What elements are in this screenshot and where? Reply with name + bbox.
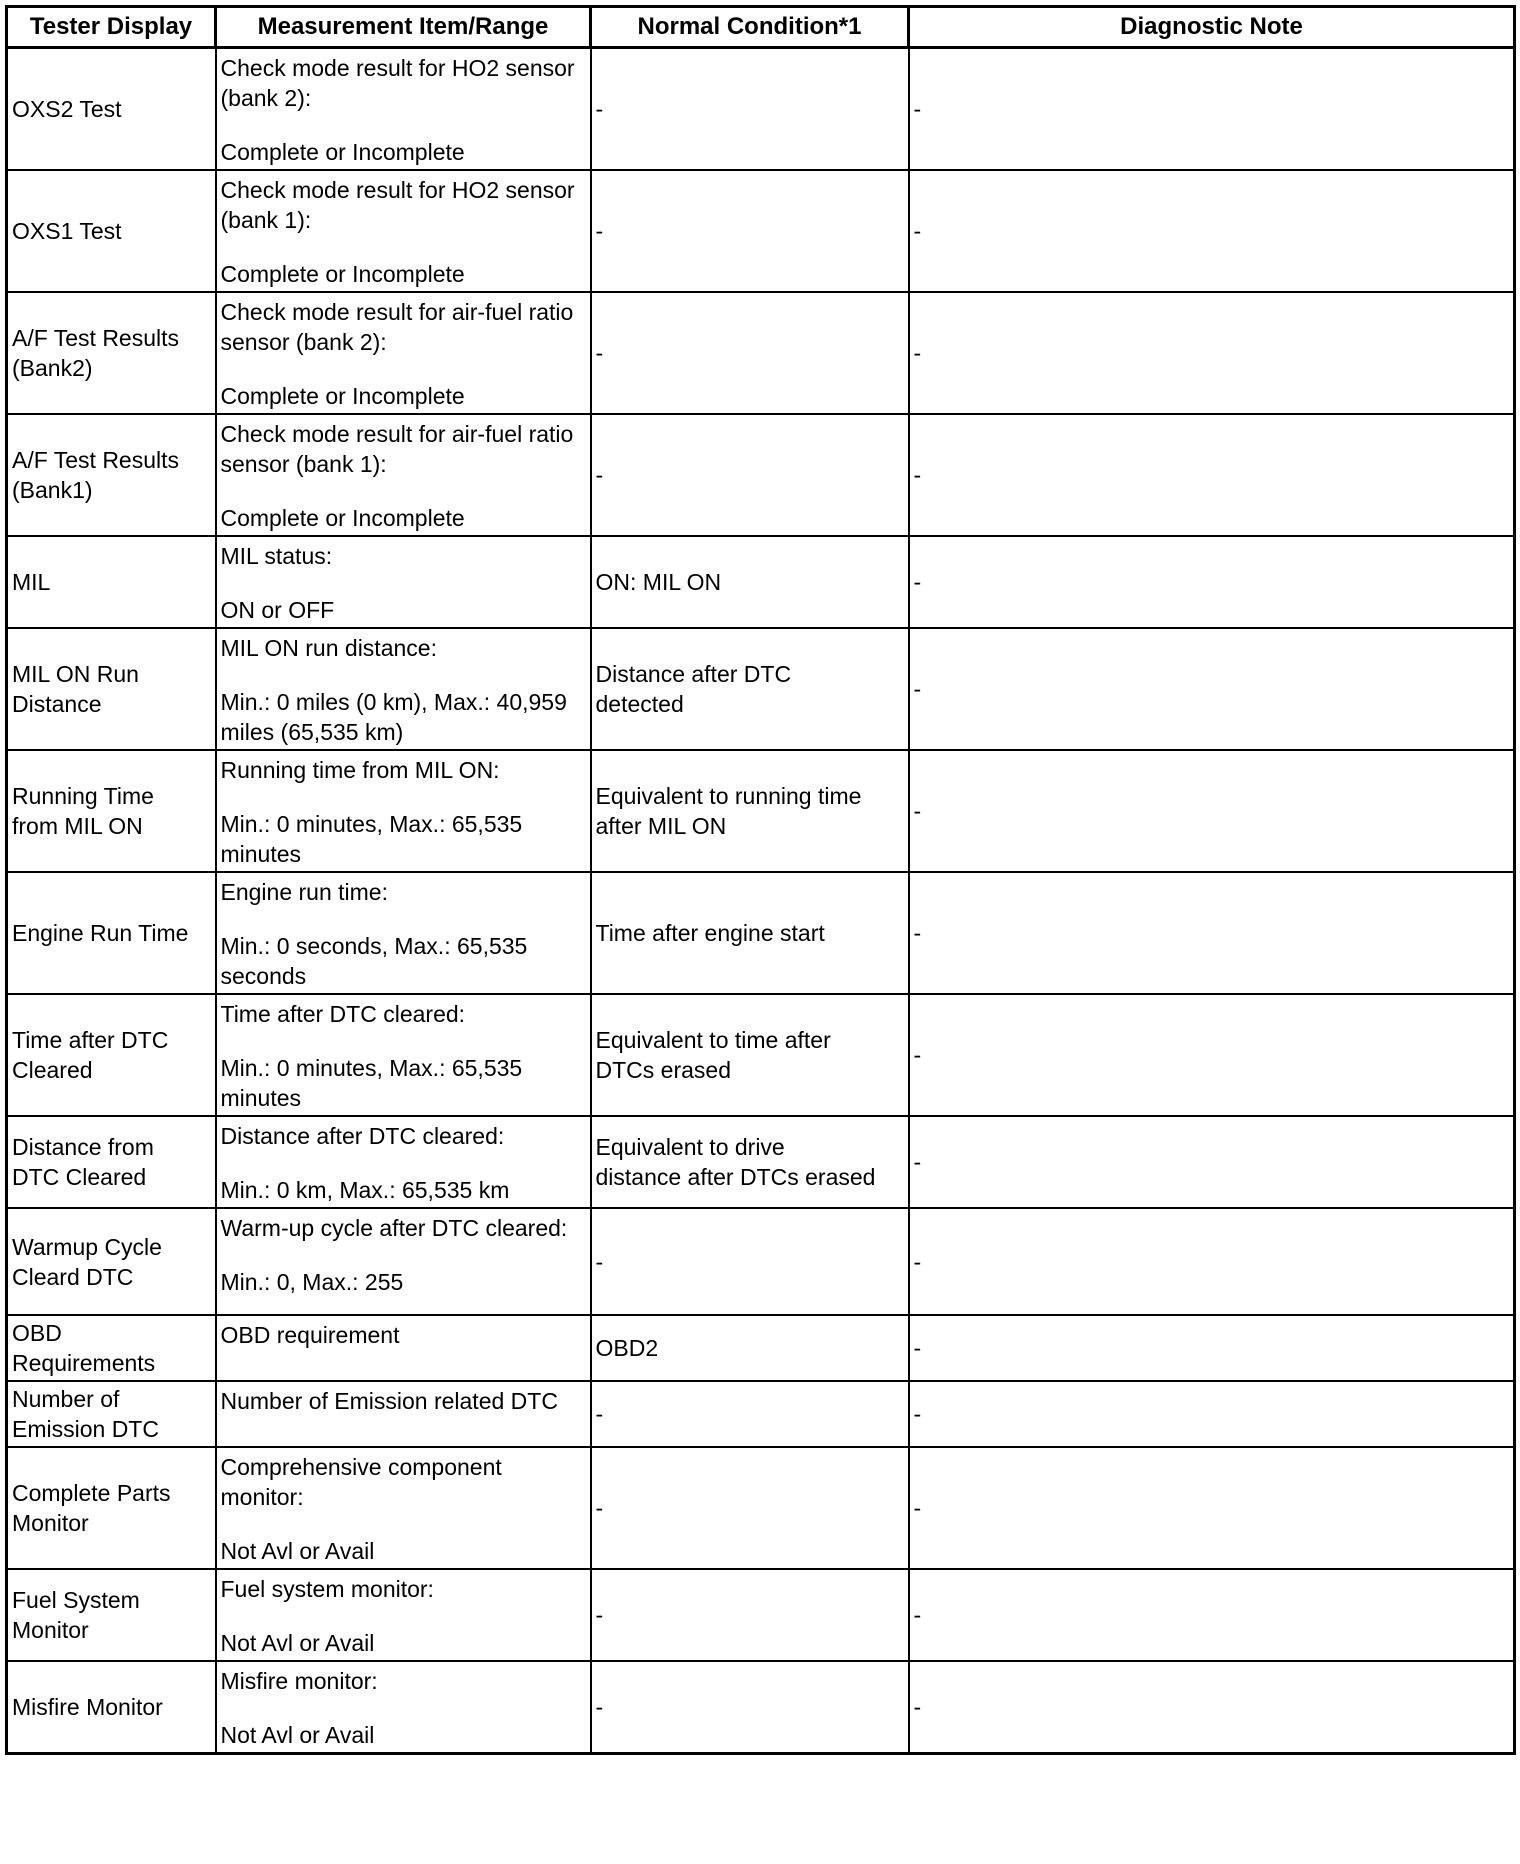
cell-normal-condition [591, 1208, 909, 1315]
cell-text-line: Running time from MIL ON: [220, 757, 500, 783]
cell-tester-display [7, 1116, 216, 1208]
cell-text-line: - [595, 340, 604, 366]
cell-normal-condition [591, 1569, 909, 1661]
cell-text-line: - [595, 1248, 604, 1275]
cell-text-line: MIL status: [220, 543, 333, 569]
table-row [7, 48, 1515, 171]
cell-text-line: Comprehensive component monitor: [220, 1454, 502, 1510]
cell-text-line: OXS1 Test [12, 218, 122, 244]
cell-text-line: ON or OFF [220, 597, 335, 623]
cell-text-line: Misfire monitor: [220, 1668, 378, 1694]
paragraph-gap [221, 1696, 586, 1720]
cell-text-line: DTC Cleared [12, 1164, 147, 1190]
cell-measurement-item [216, 536, 591, 628]
cell-tester-display [7, 1447, 216, 1569]
table-row [7, 536, 1515, 628]
cell-text-line: Monitor [12, 1617, 89, 1643]
cell-text-line: Number of [12, 1386, 120, 1412]
cell-measurement-item [216, 414, 591, 536]
cell-measurement-item [216, 48, 591, 171]
cell-text-line: Complete or Incomplete [220, 505, 465, 531]
header-measurement-item: Measurement Item/Range [216, 7, 591, 48]
cell-text-line: A/F Test Results [12, 325, 180, 351]
header-normal-condition: Normal Condition*1 [591, 7, 909, 48]
table-row [7, 628, 1515, 750]
table-row [7, 750, 1515, 872]
cell-tester-display [7, 1381, 216, 1447]
cell-text-line: Equivalent to running time [595, 783, 862, 809]
paragraph-gap [221, 785, 586, 809]
cell-text-line: Not Avl or Avail [220, 1630, 375, 1656]
table-row [7, 1315, 1515, 1381]
cell-diagnostic-note: - [909, 1569, 1515, 1661]
table-row [7, 170, 1515, 292]
cell-text-line: - [595, 96, 604, 122]
cell-text-line: Monitor [12, 1510, 89, 1536]
cell-text-line: Check mode result for air-fuel ratio sensor (bank 2): [220, 299, 574, 355]
cell-text-line: OBD [12, 1320, 62, 1346]
cell-text-line: Time after engine start [595, 920, 825, 946]
cell-tester-display [7, 292, 216, 414]
cell-text-line: OBD2 [595, 1335, 659, 1361]
cell-text-line: Check mode result for air-fuel ratio sensor (bank 1): [220, 421, 574, 477]
cell-text-line: Min.: 0 minutes, Max.: 65,535 minutes [220, 1055, 523, 1111]
cell-tester-display [7, 994, 216, 1116]
table-row [7, 414, 1515, 536]
paragraph-gap [221, 1512, 586, 1536]
cell-text-line: from MIL ON [12, 813, 143, 839]
cell-diagnostic-note: - [909, 1661, 1515, 1754]
cell-tester-display [7, 536, 216, 628]
spec-table-container [5, 5, 1516, 1755]
cell-text-line: Cleared [12, 1057, 93, 1083]
paragraph-gap [221, 907, 586, 931]
cell-measurement-item [216, 1569, 591, 1661]
cell-measurement-item [216, 1447, 591, 1569]
cell-text-line: - [595, 1694, 604, 1720]
table-row [7, 994, 1515, 1116]
cell-tester-display [7, 1208, 216, 1315]
cell-text-line: Cleard DTC [12, 1263, 134, 1290]
paragraph-gap [221, 357, 586, 381]
cell-text-line: - [595, 1495, 604, 1521]
cell-text-line: Warm-up cycle after DTC cleared: [220, 1215, 568, 1241]
header-tester-display: Tester Display [7, 7, 216, 48]
cell-normal-condition [591, 536, 909, 628]
cell-measurement-item [216, 1381, 591, 1447]
cell-text-line: Fuel system monitor: [220, 1576, 434, 1602]
cell-text-line: Running Time [12, 783, 154, 809]
cell-normal-condition [591, 170, 909, 292]
cell-text-line: Time after DTC cleared: [220, 1001, 466, 1027]
cell-text-line: Distance after DTC [595, 661, 792, 687]
cell-text-line: Complete Parts [12, 1480, 171, 1506]
table-row [7, 292, 1515, 414]
table-row [7, 872, 1515, 994]
cell-text-line: Complete or Incomplete [220, 261, 465, 287]
cell-tester-display [7, 1315, 216, 1381]
cell-text-line: Engine run time: [220, 879, 388, 905]
cell-text-line: Misfire Monitor [12, 1694, 163, 1720]
table-row [7, 1381, 1515, 1447]
table-row [7, 1208, 1515, 1315]
cell-measurement-item [216, 170, 591, 292]
cell-tester-display [7, 414, 216, 536]
cell-diagnostic-note: - [909, 872, 1515, 994]
cell-text-line: Complete or Incomplete [220, 139, 465, 165]
cell-text-line: Fuel System [12, 1587, 140, 1613]
cell-text-line: Min.: 0 miles (0 km), Max.: 40,959 miles (65,535 km) [220, 689, 567, 745]
table-body [7, 48, 1515, 1754]
cell-text-line: Complete or Incomplete [220, 383, 465, 409]
cell-text-line: Not Avl or Avail [220, 1538, 375, 1564]
cell-text-line: Engine Run Time [12, 920, 189, 946]
cell-diagnostic-note: - [909, 1381, 1515, 1447]
cell-text-line: A/F Test Results [12, 447, 180, 473]
cell-text-line: MIL ON run distance: [220, 635, 437, 661]
cell-text-line: Number of Emission related DTC [220, 1388, 558, 1414]
cell-text-line: (Bank2) [12, 355, 93, 381]
cell-normal-condition [591, 1661, 909, 1754]
cell-text-line: Equivalent to time after [595, 1027, 831, 1053]
table-row [7, 1661, 1515, 1754]
cell-measurement-item [216, 1116, 591, 1208]
header-diagnostic-note: Diagnostic Note [909, 7, 1515, 48]
cell-tester-display [7, 1569, 216, 1661]
cell-normal-condition [591, 48, 909, 171]
cell-normal-condition [591, 1447, 909, 1569]
data-list-table [5, 5, 1516, 1755]
cell-diagnostic-note: - [909, 1116, 1515, 1208]
cell-text-line: (Bank1) [12, 477, 93, 503]
paragraph-gap [221, 571, 586, 595]
cell-tester-display [7, 872, 216, 994]
table-header-row [7, 7, 1515, 48]
cell-text-line: Requirements [12, 1350, 156, 1376]
cell-text-line: OBD requirement [220, 1322, 400, 1348]
paragraph-gap [221, 663, 586, 687]
cell-normal-condition [591, 750, 909, 872]
cell-normal-condition [591, 1315, 909, 1381]
cell-normal-condition [591, 414, 909, 536]
cell-normal-condition [591, 1381, 909, 1447]
cell-diagnostic-note: - [909, 414, 1515, 536]
paragraph-gap [221, 1029, 586, 1053]
cell-diagnostic-note: - [909, 48, 1515, 171]
cell-text-line: Distance after DTC cleared: [220, 1123, 505, 1149]
cell-measurement-item [216, 1315, 591, 1381]
cell-normal-condition [591, 994, 909, 1116]
cell-tester-display [7, 750, 216, 872]
paragraph-gap [221, 235, 586, 259]
cell-text-line: Min.: 0 minutes, Max.: 65,535 minutes [220, 811, 523, 867]
cell-diagnostic-note: - [909, 170, 1515, 292]
cell-text-line: Min.: 0, Max.: 255 [220, 1269, 404, 1295]
cell-diagnostic-note: - [909, 750, 1515, 872]
cell-text-line: Not Avl or Avail [220, 1722, 375, 1748]
cell-text-line: - [595, 462, 604, 488]
cell-measurement-item [216, 994, 591, 1116]
cell-tester-display [7, 48, 216, 171]
cell-measurement-item [216, 1208, 591, 1315]
cell-diagnostic-note: - [909, 1315, 1515, 1381]
cell-text-line: Time after DTC [12, 1027, 169, 1053]
cell-text-line: after MIL ON [595, 813, 727, 839]
cell-normal-condition [591, 628, 909, 750]
cell-measurement-item [216, 750, 591, 872]
cell-measurement-item [216, 628, 591, 750]
cell-text-line: MIL ON Run [12, 661, 139, 687]
cell-text-line: Equivalent to drive [595, 1134, 785, 1160]
cell-diagnostic-note: - [909, 628, 1515, 750]
cell-text-line: - [595, 218, 604, 244]
cell-normal-condition [591, 1116, 909, 1208]
paragraph-gap [221, 113, 586, 137]
cell-tester-display [7, 1661, 216, 1754]
cell-text-line: OXS2 Test [12, 96, 122, 122]
cell-tester-display [7, 170, 216, 292]
cell-text-line: - [595, 1401, 604, 1427]
table-row [7, 1116, 1515, 1208]
cell-diagnostic-note: - [909, 994, 1515, 1116]
cell-tester-display [7, 628, 216, 750]
cell-text-line: Check mode result for HO2 sensor (bank 1): [220, 177, 575, 233]
cell-text-line: Distance [12, 691, 102, 717]
cell-text-line: distance after DTCs erased [595, 1164, 876, 1190]
cell-text-line: Check mode result for HO2 sensor (bank 2): [220, 55, 575, 111]
cell-text-line: Emission DTC [12, 1416, 159, 1442]
paragraph-gap [221, 1151, 586, 1175]
cell-text-line: DTCs erased [595, 1057, 731, 1083]
cell-text-line: - [595, 1602, 604, 1628]
cell-measurement-item [216, 872, 591, 994]
cell-text-line: ON: MIL ON [595, 569, 722, 595]
cell-normal-condition [591, 872, 909, 994]
cell-measurement-item [216, 1661, 591, 1754]
cell-text-line: detected [595, 691, 684, 717]
cell-text-line: MIL [12, 569, 51, 595]
cell-text-line: Warmup Cycle [12, 1233, 162, 1260]
cell-text-line: Distance from [12, 1134, 154, 1160]
cell-diagnostic-note: - [909, 536, 1515, 628]
cell-text-line: Min.: 0 seconds, Max.: 65,535 seconds [220, 933, 528, 989]
paragraph-gap [221, 479, 586, 503]
cell-measurement-item [216, 292, 591, 414]
paragraph-gap [221, 1243, 586, 1267]
table-row [7, 1447, 1515, 1569]
cell-diagnostic-note: - [909, 292, 1515, 414]
cell-text-line: Min.: 0 km, Max.: 65,535 km [220, 1177, 510, 1203]
table-row [7, 1569, 1515, 1661]
cell-diagnostic-note: - [909, 1447, 1515, 1569]
cell-diagnostic-note: - [909, 1208, 1515, 1315]
cell-normal-condition [591, 292, 909, 414]
paragraph-gap [221, 1604, 586, 1628]
